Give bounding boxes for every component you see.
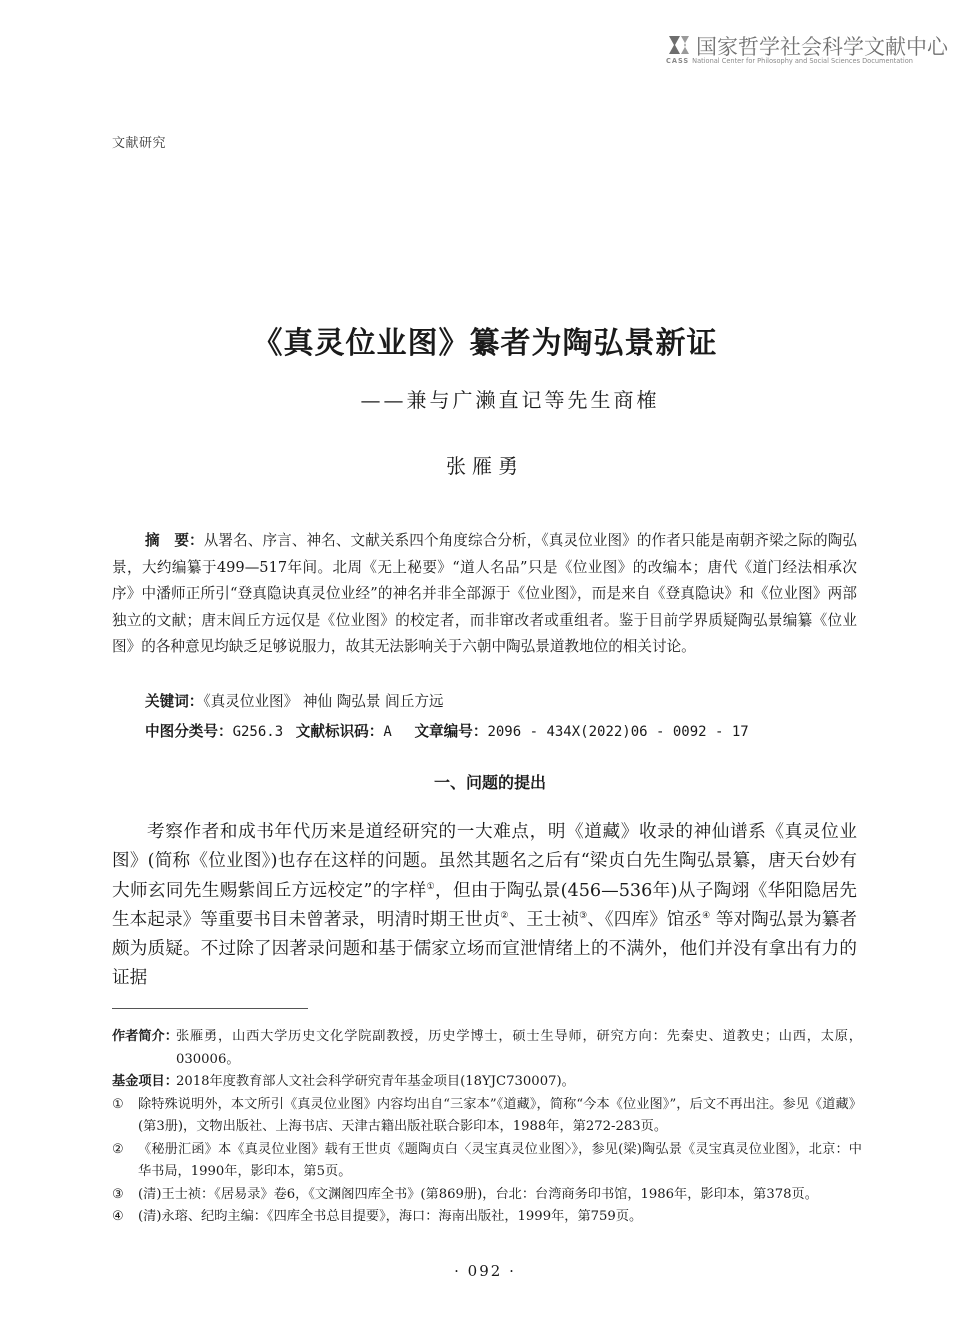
footnote — [112, 1094, 862, 1139]
article-subtitle: ——兼与广濑直记等先生商榷 — [360, 388, 660, 412]
footnote-text: (清)永瑢、纪昀主编：《四库全书总目提要》，海口：海南出版社，1999年，第759页。 — [138, 1209, 643, 1224]
keywords-line — [145, 690, 444, 711]
keywords-text: 《真灵位业图》 神仙 陶弘景 闾丘方远 — [203, 693, 444, 710]
footnotes-area — [112, 1026, 862, 1229]
section-heading: 一、问题的提出 — [433, 773, 546, 792]
footnote-ref[interactable]: ② — [500, 911, 509, 922]
body-paragraph — [112, 818, 857, 994]
footnote — [112, 1139, 862, 1184]
author-bio — [112, 1026, 862, 1071]
logo-english-name — [666, 57, 913, 65]
clc-value: G256.3 — [232, 724, 284, 740]
author-bio-label: 作者简介： — [112, 1029, 178, 1044]
fund-text: 2018年度教育部人文社会科学研究青年基金项目(18YJC730007)。 — [176, 1074, 575, 1089]
footnote-text: 《秘册汇函》本《真灵位业图》载有王世贞《题陶贞白〈灵宝真灵位业图〉》，参见(梁)陶弘景《灵宝真灵位业图》，北京：中华书局，1990年，影印本，第5页。 — [138, 1141, 862, 1179]
logo-english-text: National Center for Philosophy and Social Sciences Documentation — [692, 57, 913, 65]
footnote-mark: ① — [112, 1096, 124, 1112]
body-text-part: 、王士祯 — [508, 909, 580, 930]
page-number: · 092 · — [454, 1262, 516, 1280]
cass-emblem-icon — [666, 32, 692, 58]
section-label: 文献研究 — [112, 136, 167, 151]
body-text-part: 、《四库》馆丞 — [587, 909, 703, 930]
body-text-part: ，但由于陶弘景(456—536年)从子陶翊《华阳隐居先生本起录》等重要书目未曾著录，明清时期王世贞 — [112, 880, 857, 930]
footnote-text: (清)王士祯：《居易录》卷6，《文渊阁四库全书》(第869册)，台北：台湾商务印书馆，1986年，影印本，第378页。 — [138, 1186, 818, 1202]
footnote-mark: ② — [112, 1141, 124, 1157]
classification-line — [145, 720, 749, 741]
clc-label: 中图分类号： — [145, 723, 233, 740]
footnote — [112, 1184, 862, 1207]
fund-label: 基金项目： — [112, 1074, 178, 1089]
footnote-text: 除特殊说明外，本文所引《真灵位业图》内容均出自“三家本”《道藏》，简称“今本《位业图》”，后文不再出注。参见《道藏》(第3册)，文物出版社、上海书店、天津古籍出版社联合影印本，1988年，第272-283页。 — [138, 1096, 862, 1134]
doc-code-label: 文献标识码： — [295, 723, 384, 740]
keywords-label: 关键词： — [145, 693, 204, 710]
body-text-part: 等对陶弘景为纂者颇为质疑。不过除了因著录问题和基于儒家立场而宣泄情绪上的不满外，他们并没有拿出有力的证据 — [112, 909, 858, 989]
doc-code-value: A — [383, 724, 392, 740]
abstract — [112, 528, 857, 661]
footnote-mark: ③ — [112, 1186, 124, 1202]
article-no-label: 文章编号： — [414, 723, 488, 740]
article-title: 《真灵位业图》纂者为陶弘景新证 — [252, 326, 718, 361]
article-author: 张雁勇 — [446, 454, 524, 478]
footnote-divider — [112, 1008, 308, 1009]
cass-logo — [666, 30, 958, 70]
logo-abbr: CASS — [666, 57, 690, 65]
body-text-part: 考察作者和成书年代历来是道经研究的一大难点，明《道藏》收录的神仙谱系《真灵位业图》(简称《位业图》)也存在这样的问题。虽然其题名之后有“梁贞白先生陶弘景纂，唐天台妙有大师玄同先生赐紫闾丘方远校定”的字样 — [112, 822, 857, 901]
abstract-text: 从署名、序言、神名、文献关系四个角度综合分析，《真灵位业图》的作者只能是南朝齐梁之际的陶弘景，大约编纂于499—517年间。北周《无上秘要》“道人名品”只是《位业图》的改编本；唐代《道门经法相承次序》中潘师正所引“登真隐诀真灵位业经”的神名并非全部源于《位业图》，而是来自《登真隐诀》和《位业图》两部独立的文献；唐末闾丘方远仅是《位业图》的校定者，而非窜改者或重组者。鉴于目前学界质疑陶弘景编纂《位业图》的各种意见均缺乏足够说服力，故其无法影响关于六朝中陶弘景道教地位的相关讨论。 — [112, 532, 857, 655]
footnote-mark: ④ — [112, 1209, 124, 1224]
footnote-ref[interactable]: ③ — [579, 911, 588, 922]
article-no-value: 2096 - 434X(2022)06 - 0092 - 17 — [487, 724, 749, 740]
footnote-ref[interactable]: ④ — [702, 911, 711, 922]
fund-note — [112, 1071, 862, 1094]
footnote-ref[interactable]: ① — [426, 881, 435, 892]
logo-chinese-name: 国家哲学社会科学文献中心 — [696, 35, 948, 59]
footnote — [112, 1206, 862, 1229]
abstract-label: 摘 要： — [145, 532, 204, 549]
author-bio-text: 张雁勇，山西大学历史文化学院副教授，历史学博士，硕士生导师，研究方向：先秦史、道教史；山西，太原，030006。 — [176, 1029, 862, 1067]
